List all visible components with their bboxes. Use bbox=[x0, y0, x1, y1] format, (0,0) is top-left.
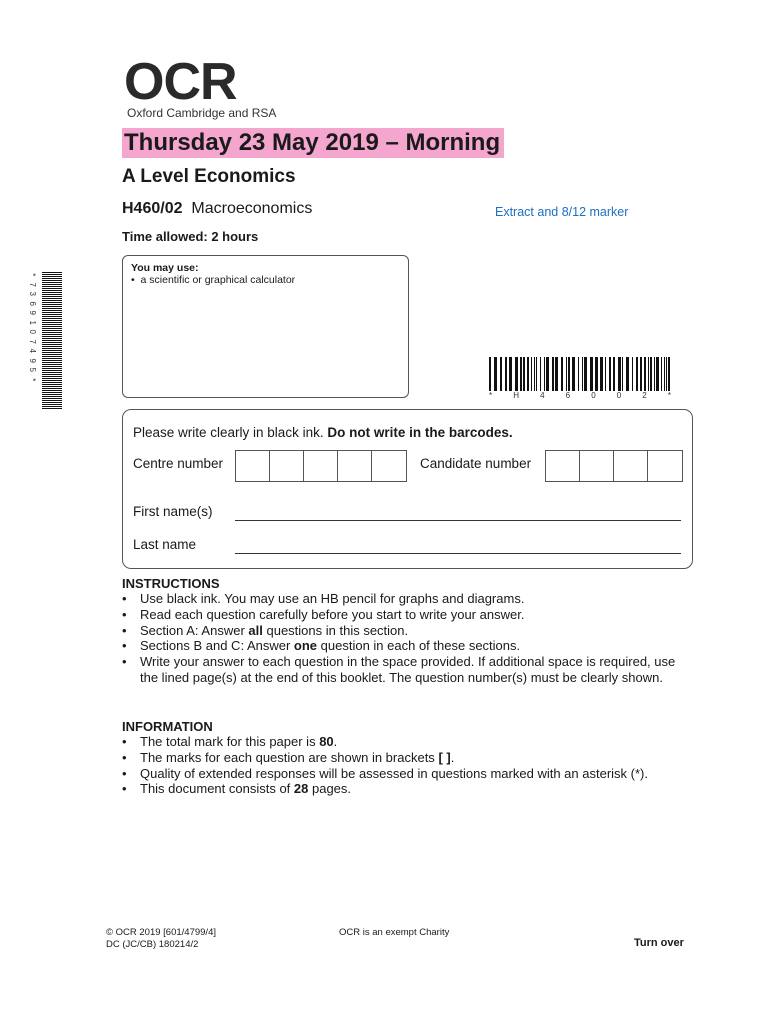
barcode-bar bbox=[42, 334, 62, 335]
barcode-bar bbox=[566, 357, 567, 391]
barcode-bar bbox=[648, 357, 649, 391]
barcode-bar bbox=[42, 376, 62, 377]
barcode-bar bbox=[632, 357, 633, 391]
side-barcode-digit: 4 bbox=[27, 348, 37, 353]
instructions-heading: INSTRUCTIONS bbox=[122, 576, 220, 591]
main-barcode-digit: * bbox=[489, 391, 493, 400]
barcode-bar bbox=[42, 276, 62, 277]
main-barcode-digit: 0 bbox=[616, 391, 622, 400]
information-list bbox=[122, 734, 692, 797]
barcode-bar bbox=[561, 357, 563, 391]
barcode-bar bbox=[552, 357, 554, 391]
time-allowed: Time allowed: 2 hours bbox=[122, 229, 259, 244]
side-barcode-digit: 5 bbox=[27, 367, 37, 372]
centre-number-label: Centre number bbox=[133, 456, 224, 471]
barcode-bar bbox=[42, 382, 62, 383]
barcode-bar bbox=[42, 320, 62, 321]
centre-digit-box[interactable] bbox=[270, 451, 304, 481]
instructions-list bbox=[122, 591, 692, 686]
document-code: DC (JC/CB) 180214/2 bbox=[106, 939, 199, 950]
ocr-logo: OCR bbox=[124, 53, 237, 111]
side-barcode-digit: 9 bbox=[27, 310, 37, 315]
barcode-bar bbox=[42, 402, 62, 403]
barcode-bar bbox=[540, 357, 541, 391]
barcode-bar bbox=[42, 284, 62, 285]
barcode-bar bbox=[666, 357, 667, 391]
barcode-bar bbox=[42, 326, 62, 327]
main-barcode-digit: H bbox=[513, 391, 519, 400]
ink-instruction: Please write clearly in black ink. Do not write in the barcodes. bbox=[133, 425, 513, 440]
barcode-bar bbox=[544, 357, 545, 391]
barcode-bar bbox=[613, 357, 615, 391]
paper-code-line bbox=[122, 200, 312, 218]
barcode-bar bbox=[42, 388, 62, 389]
qualification-title: A Level Economics bbox=[122, 166, 296, 187]
barcode-bar bbox=[523, 357, 525, 391]
barcode-bar bbox=[584, 357, 587, 391]
barcode-bar bbox=[42, 296, 62, 297]
information-item: • Quality of extended responses will be assessed in questions marked with an asterisk (*). bbox=[122, 766, 692, 782]
instruction-item: • Use black ink. You may use an HB pencil for graphs and diagrams. bbox=[122, 591, 692, 607]
main-barcode-digit: 6 bbox=[565, 391, 571, 400]
barcode-bar bbox=[520, 357, 522, 391]
first-name-line[interactable] bbox=[235, 520, 681, 521]
barcode-bar bbox=[636, 357, 638, 391]
barcode-bar bbox=[578, 357, 579, 391]
barcode-bar bbox=[42, 398, 62, 399]
side-barcode-digit: 6 bbox=[27, 301, 37, 306]
barcode-bar bbox=[42, 294, 62, 295]
side-barcode-digit: * bbox=[27, 273, 37, 277]
barcode-bar bbox=[42, 286, 62, 287]
side-barcode-digit: 1 bbox=[27, 320, 37, 325]
exam-date: Thursday 23 May 2019 – Morning bbox=[122, 128, 504, 158]
candidate-digit-box[interactable] bbox=[648, 451, 682, 481]
barcode-bar bbox=[42, 344, 62, 345]
barcode-bar bbox=[42, 288, 62, 289]
instruction-item: • Write your answer to each question in the space provided. If additional space is required, use the lined page(s) at the end of this booklet. The question number(s) must be clearly shown. bbox=[122, 654, 692, 686]
barcode-bar bbox=[622, 357, 623, 391]
centre-digit-box[interactable] bbox=[236, 451, 270, 481]
side-barcode-digit: 0 bbox=[27, 329, 37, 334]
barcode-bar bbox=[661, 357, 662, 391]
barcode-bar bbox=[42, 368, 62, 369]
barcode-bar bbox=[42, 290, 62, 291]
information-item: • The total mark for this paper is 80. bbox=[122, 734, 692, 750]
barcode-bar bbox=[509, 357, 512, 391]
barcode-bar bbox=[531, 357, 532, 391]
barcode-bar bbox=[626, 357, 629, 391]
barcode-bar bbox=[42, 364, 62, 365]
side-barcode-digit: 9 bbox=[27, 358, 37, 363]
main-barcode-digit: * bbox=[667, 391, 671, 400]
side-barcode-digit: 3 bbox=[27, 291, 37, 296]
barcode-bar bbox=[650, 357, 652, 391]
barcode-bar bbox=[42, 346, 62, 347]
side-barcode bbox=[42, 272, 62, 410]
barcode-bar bbox=[42, 374, 62, 375]
barcode-bar bbox=[42, 330, 62, 331]
barcode-bar bbox=[546, 357, 549, 391]
barcode-bar bbox=[42, 336, 62, 337]
barcode-bar bbox=[42, 372, 62, 373]
barcode-bar bbox=[42, 306, 62, 307]
barcode-bar bbox=[42, 358, 62, 359]
barcode-bar bbox=[609, 357, 611, 391]
barcode-bar bbox=[515, 357, 518, 391]
paper-code: H460/02 bbox=[122, 200, 183, 217]
barcode-bar bbox=[590, 357, 593, 391]
barcode-bar bbox=[656, 357, 659, 391]
barcode-bar bbox=[42, 352, 62, 353]
barcode-bar bbox=[42, 348, 62, 349]
barcode-bar bbox=[42, 310, 62, 311]
information-item: • The marks for each question are shown in brackets [ ]. bbox=[122, 750, 692, 766]
barcode-bar bbox=[42, 400, 62, 401]
last-name-label: Last name bbox=[133, 537, 197, 552]
barcode-bar bbox=[500, 357, 502, 391]
charity-note: OCR is an exempt Charity bbox=[339, 927, 450, 938]
barcode-bar bbox=[494, 357, 497, 391]
may-use-box bbox=[122, 255, 409, 398]
barcode-bar bbox=[42, 356, 62, 357]
instruction-item: • Section A: Answer all questions in this section. bbox=[122, 623, 692, 639]
barcode-bar bbox=[42, 404, 62, 405]
barcode-bar bbox=[42, 278, 62, 279]
barcode-bar bbox=[42, 308, 62, 309]
barcode-bar bbox=[572, 357, 575, 391]
barcode-bar bbox=[42, 324, 62, 325]
barcode-bar bbox=[42, 406, 62, 407]
information-section bbox=[122, 719, 692, 797]
barcode-bar bbox=[42, 354, 62, 355]
candidate-number-label: Candidate number bbox=[420, 456, 532, 471]
main-barcode bbox=[489, 357, 671, 391]
barcode-bar bbox=[42, 316, 62, 317]
first-name-label: First name(s) bbox=[133, 504, 213, 519]
barcode-bar bbox=[664, 357, 665, 391]
candidate-details-box bbox=[122, 409, 693, 569]
barcode-bar bbox=[42, 298, 62, 299]
barcode-bar bbox=[489, 357, 491, 391]
information-item: • This document consists of 28 pages. bbox=[122, 781, 692, 797]
barcode-bar bbox=[42, 272, 62, 273]
last-name-line[interactable] bbox=[235, 553, 681, 554]
barcode-bar bbox=[505, 357, 507, 391]
side-barcode-digit: * bbox=[27, 377, 37, 381]
barcode-bar bbox=[42, 366, 62, 367]
main-barcode-digits bbox=[489, 391, 671, 400]
logo-subtitle: Oxford Cambridge and RSA bbox=[127, 106, 277, 120]
barcode-warning: Do not write in the barcodes. bbox=[327, 425, 513, 440]
instructions-section bbox=[122, 576, 692, 686]
side-barcode-digit: 7 bbox=[27, 282, 37, 287]
centre-digit-box[interactable] bbox=[338, 451, 372, 481]
copyright: © OCR 2019 [601/4799/4] bbox=[106, 927, 216, 938]
may-use-heading: You may use: bbox=[131, 262, 199, 274]
barcode-bar bbox=[42, 350, 62, 351]
turn-over: Turn over bbox=[634, 937, 684, 949]
barcode-bar bbox=[42, 302, 62, 303]
centre-digit-box[interactable] bbox=[304, 451, 338, 481]
barcode-bar bbox=[600, 357, 603, 391]
barcode-bar bbox=[618, 357, 621, 391]
barcode-bar bbox=[42, 280, 62, 281]
main-barcode-digit: 0 bbox=[591, 391, 596, 400]
barcode-bar bbox=[536, 357, 537, 391]
barcode-bar bbox=[42, 390, 62, 391]
main-barcode-digit: 4 bbox=[540, 391, 545, 400]
centre-digit-box[interactable] bbox=[372, 451, 406, 481]
barcode-bar bbox=[42, 338, 62, 339]
barcode-bar bbox=[42, 304, 62, 305]
barcode-bar bbox=[668, 357, 670, 391]
paper-title: Macroeconomics bbox=[191, 200, 313, 217]
barcode-bar bbox=[42, 282, 62, 283]
barcode-bar bbox=[42, 332, 62, 333]
candidate-digit-box[interactable] bbox=[546, 451, 580, 481]
candidate-number-field[interactable] bbox=[545, 450, 683, 482]
barcode-bar bbox=[555, 357, 558, 391]
barcode-bar bbox=[42, 362, 62, 363]
barcode-bar bbox=[42, 394, 62, 395]
barcode-bar bbox=[42, 378, 62, 379]
barcode-bar bbox=[42, 396, 62, 397]
extract-note: Extract and 8/12 marker bbox=[495, 205, 629, 219]
barcode-bar bbox=[595, 357, 598, 391]
barcode-bar bbox=[42, 314, 62, 315]
barcode-bar bbox=[640, 357, 642, 391]
barcode-bar bbox=[42, 384, 62, 385]
information-heading: INFORMATION bbox=[122, 719, 213, 734]
barcode-bar bbox=[42, 322, 62, 323]
footer-codes bbox=[106, 927, 216, 951]
barcode-bar bbox=[42, 312, 62, 313]
barcode-bar bbox=[42, 292, 62, 293]
barcode-bar bbox=[644, 357, 646, 391]
barcode-bar bbox=[654, 357, 655, 391]
instruction-item: • Sections B and C: Answer one question in each of these sections. bbox=[122, 638, 692, 654]
barcode-bar bbox=[42, 392, 62, 393]
candidate-digit-box[interactable] bbox=[580, 451, 614, 481]
barcode-bar bbox=[42, 274, 62, 275]
barcode-bar bbox=[582, 357, 583, 391]
barcode-bar bbox=[534, 357, 535, 391]
side-barcode-digit: 7 bbox=[27, 339, 37, 344]
candidate-digit-box[interactable] bbox=[614, 451, 648, 481]
barcode-bar bbox=[42, 300, 62, 301]
main-barcode-digit: 2 bbox=[642, 391, 647, 400]
side-barcode-digits bbox=[26, 270, 38, 384]
barcode-bar bbox=[42, 318, 62, 319]
barcode-bar bbox=[42, 342, 62, 343]
barcode-bar bbox=[42, 340, 62, 341]
barcode-bar bbox=[42, 386, 62, 387]
barcode-bar bbox=[527, 357, 529, 391]
barcode-bar bbox=[42, 370, 62, 371]
barcode-bar bbox=[42, 360, 62, 361]
barcode-bar bbox=[42, 408, 62, 409]
barcode-bar bbox=[605, 357, 606, 391]
centre-number-field[interactable] bbox=[235, 450, 407, 482]
barcode-bar bbox=[42, 328, 62, 329]
barcode-bar bbox=[568, 357, 570, 391]
may-use-item: • a scientific or graphical calculator bbox=[131, 274, 296, 286]
instruction-item: • Read each question carefully before you start to write your answer. bbox=[122, 607, 692, 623]
barcode-bar bbox=[42, 380, 62, 381]
